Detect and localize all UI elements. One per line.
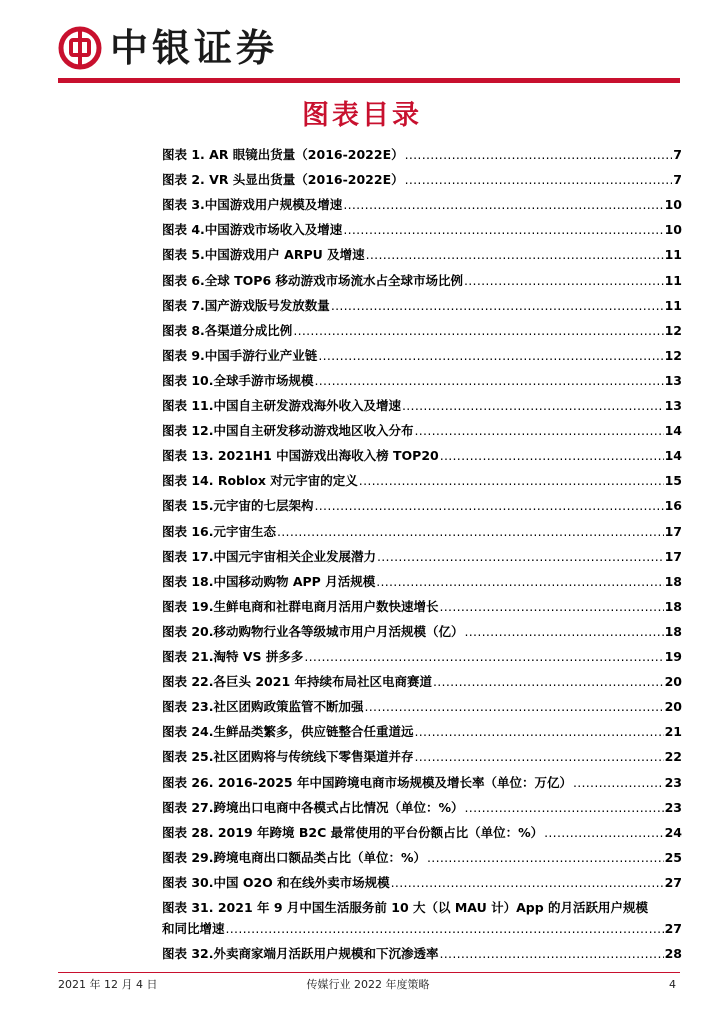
toc-entry[interactable] (162, 296, 682, 316)
toc-entry[interactable] (162, 697, 682, 717)
header-divider (58, 78, 680, 83)
toc-entry-label: 图表 32.外卖商家端月活跃用户规模和下沉渗透率 (162, 946, 439, 961)
toc-entry[interactable] (162, 944, 682, 964)
toc-entry[interactable] (162, 245, 682, 265)
toc-entry-page: 14 (664, 448, 682, 464)
toc-dot-leader (402, 396, 664, 416)
footer-page-number: 4 (669, 978, 676, 991)
toc-entry[interactable] (162, 446, 682, 466)
toc-entry-page: 7 (673, 147, 682, 162)
toc-entry-label: 图表 2. VR 头显出货量（2016-2022E） (162, 172, 404, 188)
toc-entry[interactable] (162, 321, 682, 341)
toc-entry-page: 22 (664, 749, 682, 765)
toc-entry[interactable] (162, 271, 682, 291)
toc-entry-page: 7 (673, 172, 682, 188)
toc-entry-page: 28 (664, 946, 682, 961)
toc-entry-label: 图表 18.中国移动购物 APP 月活规模 (162, 573, 376, 589)
toc-dot-leader (315, 496, 664, 516)
toc-entry[interactable] (162, 823, 682, 843)
brand-name: 中银证券 (110, 25, 279, 70)
toc-entry-label: 图表 23.社区团购政策监管不断加强 (162, 699, 364, 715)
toc-dot-leader (304, 647, 663, 667)
toc-entry[interactable] (162, 371, 682, 391)
toc-entry[interactable] (162, 647, 682, 667)
toc-entry[interactable] (162, 547, 682, 567)
toc-dot-leader (427, 848, 664, 868)
toc-entry[interactable] (162, 572, 682, 592)
bank-of-china-logo-icon (58, 26, 102, 70)
toc-entry-page: 19 (664, 649, 682, 664)
toc-entry-label: 图表 3.中国游戏用户规模及增速 (162, 197, 343, 213)
toc-title: 图表目录 (302, 100, 422, 131)
toc-entry[interactable] (162, 421, 682, 441)
toc-entry-page: 27 (664, 874, 682, 890)
toc-entry[interactable] (162, 170, 682, 190)
toc-entry-page: 18 (664, 573, 682, 589)
toc-dot-leader (440, 944, 664, 964)
toc-dot-leader (465, 798, 664, 818)
footer-divider (58, 972, 680, 973)
toc-entry-label: 图表 7.国产游戏版号发放数量 (162, 297, 330, 313)
toc-entry[interactable] (162, 722, 682, 742)
toc-dot-leader (318, 346, 663, 366)
toc-entry-label: 和同比增速 (162, 921, 225, 936)
toc-entry[interactable]: 图表 31. 2021 年 9 月中国生活服务前 10 大（以 MAU 计）App 的月活跃用户规模 (162, 900, 648, 915)
toc-entry-page: 25 (664, 849, 682, 865)
toc-entry-label: 图表 8.各渠道分成比例 (162, 322, 293, 338)
toc-dot-leader (391, 873, 664, 893)
toc-entry-label: 图表 28. 2019 年跨境 B2C 最常使用的平台份额占比（单位：%） (162, 824, 544, 840)
toc-entry-label: 图表 17.中国元宇宙相关企业发展潜力 (162, 548, 376, 564)
toc-entry-page: 18 (664, 623, 682, 639)
toc-entry[interactable] (162, 848, 682, 868)
toc-entry-page: 17 (664, 548, 682, 564)
toc-entry[interactable] (162, 747, 682, 767)
toc-entry-page: 11 (664, 297, 682, 313)
toc-dot-leader (376, 572, 663, 592)
toc-entry-label: 图表 22.各巨头 2021 年持续布局社区电商赛道 (162, 674, 432, 690)
toc-entry-label: 图表 15.元宇宙的七层架构 (162, 498, 314, 514)
toc-entry-page: 14 (664, 423, 682, 439)
toc-dot-leader (366, 245, 664, 265)
toc-entry-label: 图表 30.中国 O2O 和在线外卖市场规模 (162, 874, 390, 890)
toc-entry-page: 13 (664, 398, 682, 413)
toc-dot-leader (343, 195, 663, 215)
toc-entry-page: 23 (664, 774, 682, 790)
toc-entry-label: 图表 4.中国游戏市场收入及增速 (162, 222, 343, 238)
toc-dot-leader (465, 622, 664, 642)
toc-dot-leader (405, 145, 673, 165)
toc-dot-leader (377, 547, 664, 567)
toc-entry-page: 11 (664, 272, 682, 288)
toc-entry-label: 图表 6.全球 TOP6 移动游戏市场流水占全球市场比例 (162, 272, 464, 288)
toc-entry[interactable] (162, 622, 682, 642)
toc-dot-leader (365, 697, 664, 717)
toc-dot-leader (331, 296, 664, 316)
toc-entry[interactable] (162, 195, 682, 215)
toc-entry-label: 图表 21.淘特 VS 拼多多 (162, 649, 304, 664)
toc-dot-leader (226, 919, 664, 939)
toc-entry-label: 图表 10.全球手游市场规模 (162, 372, 314, 388)
toc-entry-page: 11 (664, 247, 682, 263)
toc-entry-continuation[interactable] (162, 919, 682, 939)
toc-entry-page: 12 (664, 322, 682, 338)
toc-entry-label: 图表 12.中国自主研发移动游戏地区收入分布 (162, 423, 414, 439)
page-footer (58, 976, 678, 994)
toc-entry-label: 图表 11.中国自主研发游戏海外收入及增速 (162, 398, 401, 413)
toc-dot-leader (277, 522, 664, 542)
toc-entry[interactable] (162, 522, 682, 542)
toc-entry[interactable] (162, 873, 682, 893)
toc-entry-label: 图表 9.中国手游行业产业链 (162, 347, 318, 363)
toc-dot-leader (415, 421, 664, 441)
toc-entry[interactable] (162, 496, 682, 516)
toc-entry[interactable] (162, 220, 682, 240)
toc-entry[interactable] (162, 672, 682, 692)
toc-dot-leader (359, 471, 664, 491)
toc-entry-page: 27 (664, 921, 682, 936)
toc-dot-leader (343, 220, 663, 240)
toc-dot-leader (415, 747, 664, 767)
toc-dot-leader (315, 371, 664, 391)
toc-dot-leader (573, 773, 664, 793)
toc-entry[interactable] (162, 471, 682, 491)
toc-entry-label: 图表 19.生鲜电商和社群电商月活用户数快速增长 (162, 598, 439, 614)
toc-entry-label: 图表 20.移动购物行业各等级城市用户月活规模（亿） (162, 623, 464, 639)
toc-dot-leader (433, 672, 664, 692)
toc-entry-page: 20 (664, 699, 682, 715)
toc-entry[interactable] (162, 597, 682, 617)
toc-dot-leader (440, 597, 664, 617)
toc-entry-page: 24 (664, 824, 682, 840)
toc-dot-leader (440, 446, 664, 466)
toc-entry-label: 图表 1. AR 眼镜出货量（2016-2022E） (162, 147, 404, 162)
toc-dot-leader (293, 321, 663, 341)
toc-dot-leader (464, 271, 664, 291)
toc-entry[interactable] (162, 396, 682, 416)
toc-entry[interactable] (162, 346, 682, 366)
toc-entry-page: 10 (664, 222, 682, 238)
toc-entry-page: 15 (664, 473, 682, 489)
toc-entry-page: 13 (664, 372, 682, 388)
toc-entry-page: 10 (664, 197, 682, 213)
toc-entry-label: 图表 16.元宇宙生态 (162, 523, 276, 539)
footer-document-title: 传媒行业 2022 年度策略 (306, 978, 430, 991)
footer-date: 2021 年 12 月 4 日 (58, 978, 158, 991)
page-header (58, 22, 678, 80)
toc-entry[interactable] (162, 145, 682, 165)
toc-entry[interactable] (162, 773, 682, 793)
toc-entry-label: 图表 26. 2016-2025 年中国跨境电商市场规模及增长率（单位：万亿） (162, 774, 572, 790)
toc-entry-label: 图表 5.中国游戏用户 ARPU 及增速 (162, 247, 365, 263)
toc-entry-page: 20 (664, 674, 682, 690)
toc-dot-leader (415, 722, 664, 742)
toc-entry-page: 23 (664, 799, 682, 815)
toc-entry-label: 图表 29.跨境电商出口额品类占比（单位：%） (162, 849, 427, 865)
toc-entry-label: 图表 25.社区团购将与传统线下零售渠道并存 (162, 749, 414, 765)
toc-entry-page: 17 (664, 523, 682, 539)
toc-entry-label: 图表 13. 2021H1 中国游戏出海收入榜 TOP20 (162, 448, 439, 464)
toc-entry-page: 12 (664, 347, 682, 363)
toc-entry-page: 18 (664, 598, 682, 614)
toc-entry-label: 图表 24.生鲜品类繁多，供应链整合任重道远 (162, 724, 414, 740)
toc-dot-leader (544, 823, 663, 843)
toc-entry-label: 图表 27.跨境出口电商中各模式占比情况（单位：%） (162, 799, 464, 815)
toc-entry[interactable] (162, 798, 682, 818)
toc-entry-label: 图表 14. Roblox 对元宇宙的定义 (162, 473, 358, 489)
toc-dot-leader (405, 170, 673, 190)
toc-entry-page: 16 (664, 498, 682, 514)
toc-entry-page: 21 (664, 724, 682, 740)
